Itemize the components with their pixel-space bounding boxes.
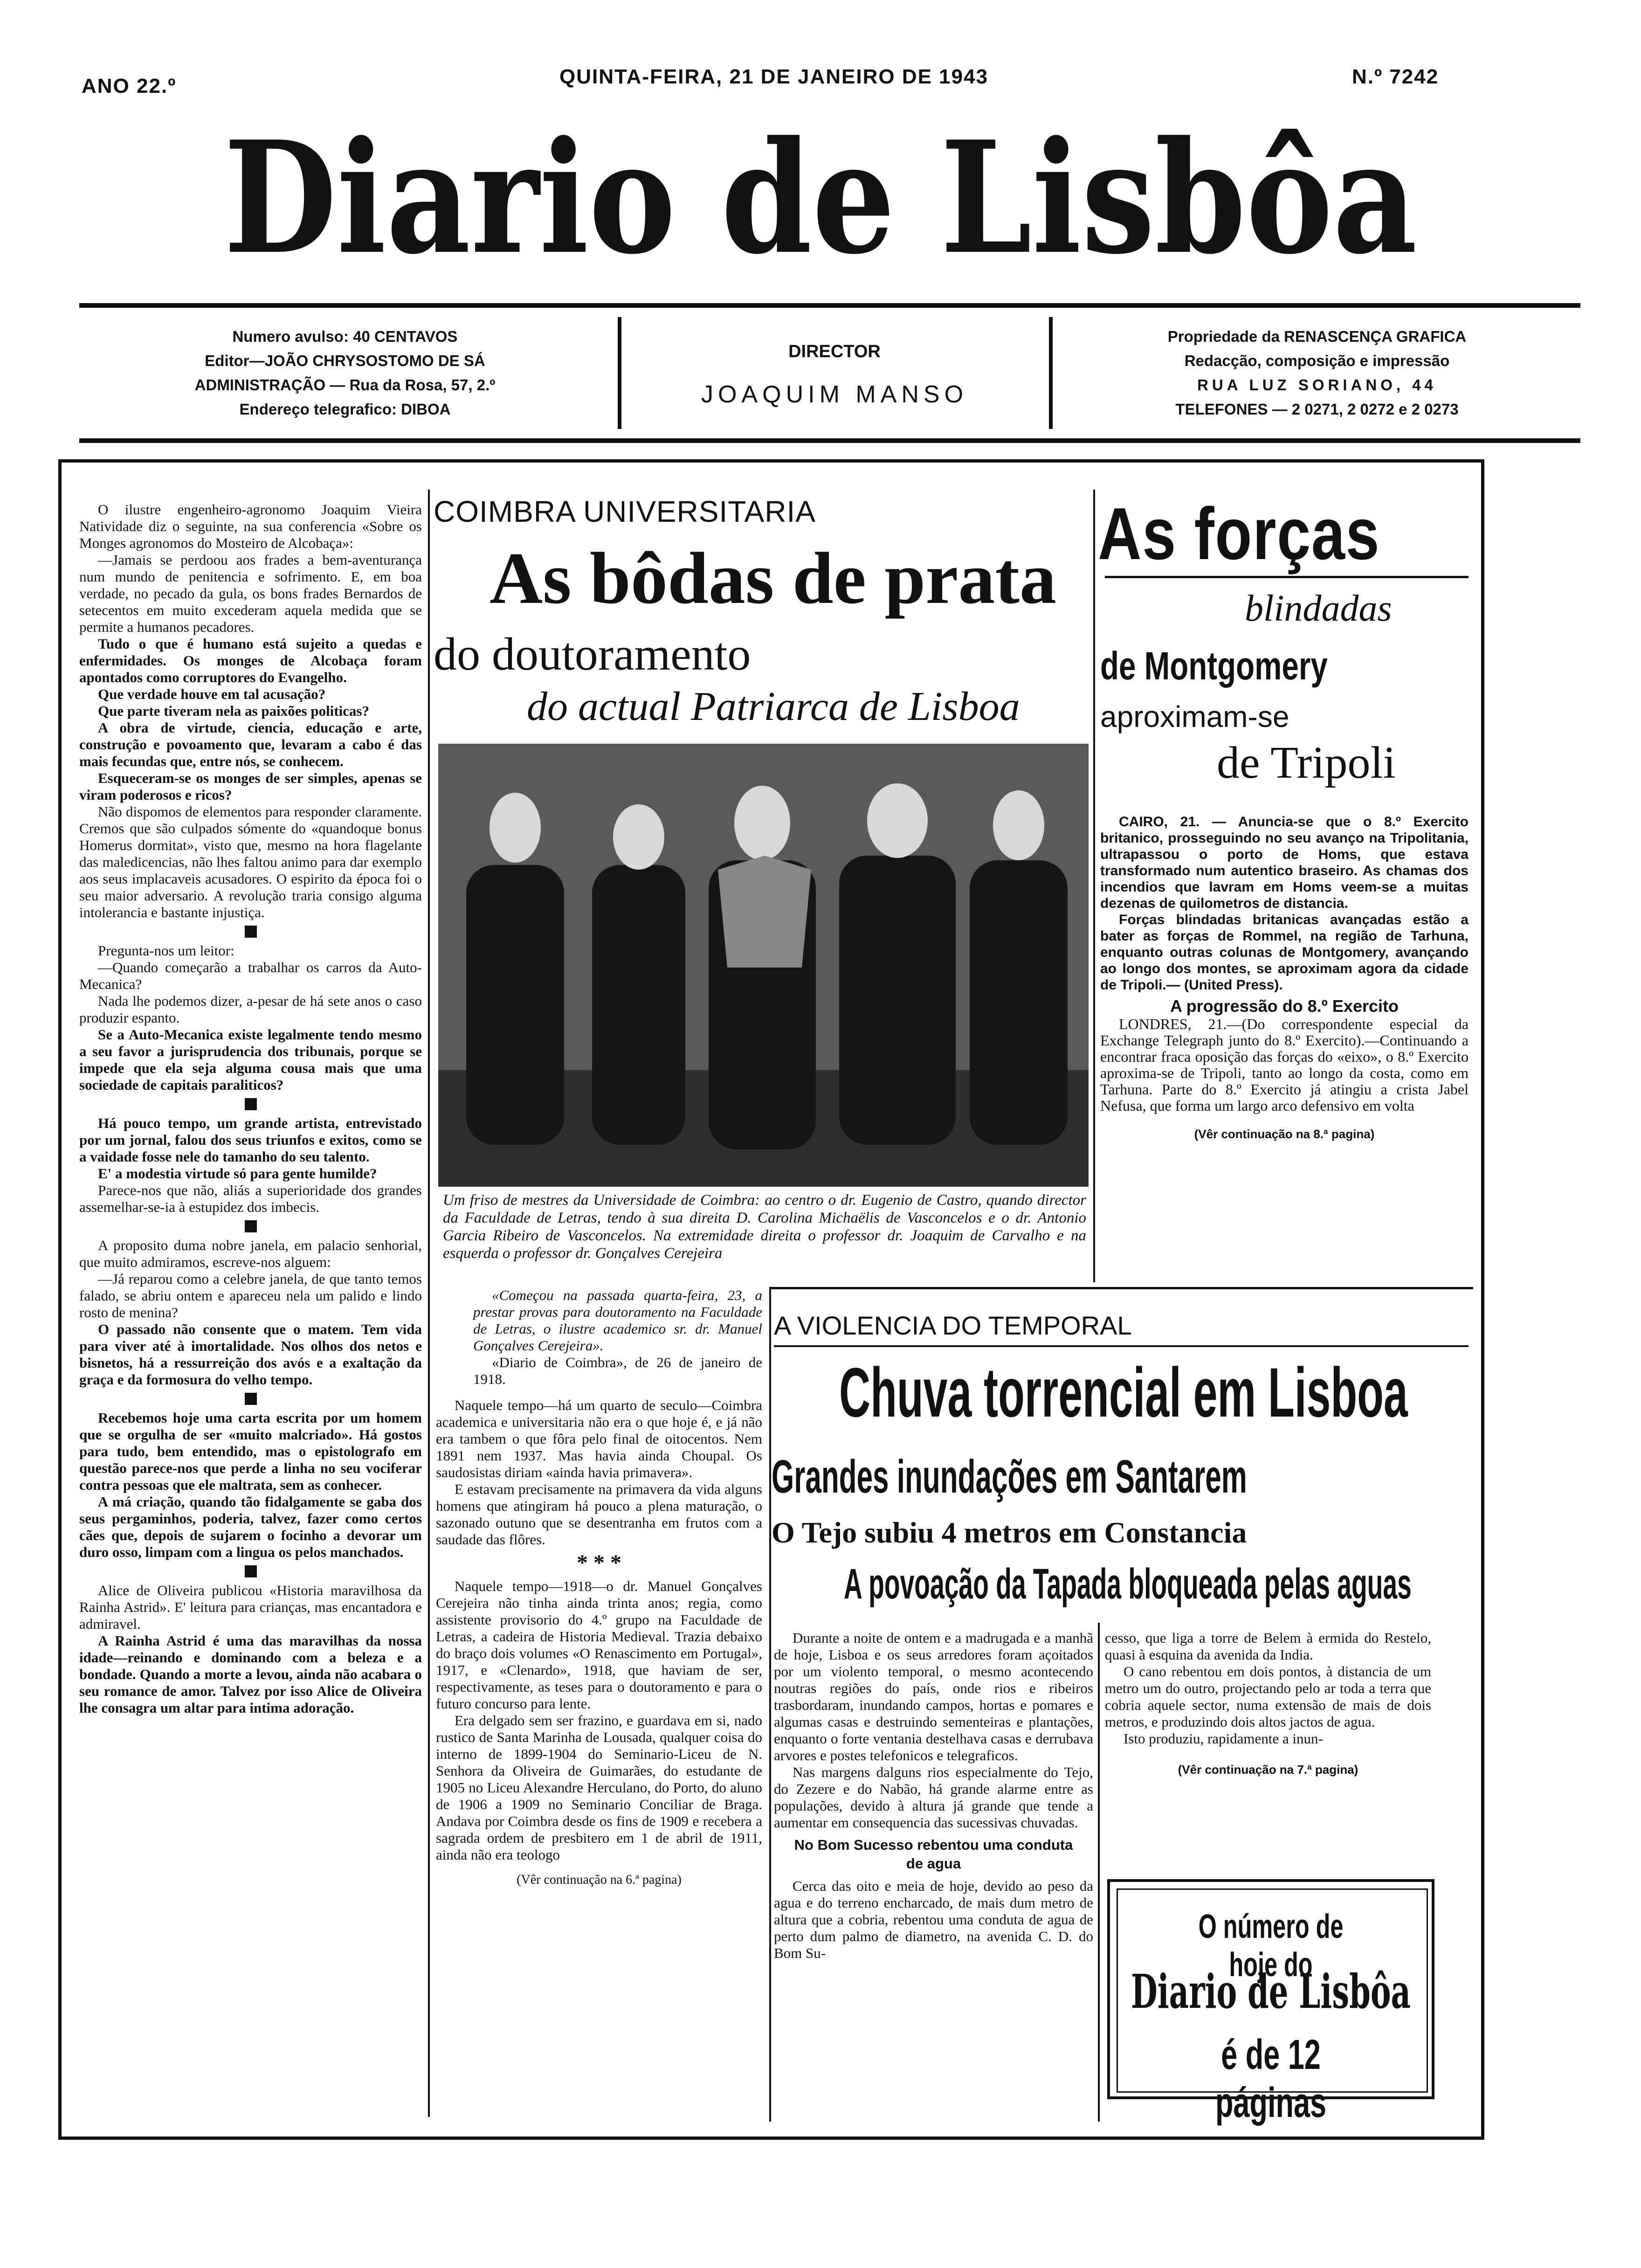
body-para: Era delgado sem ser frazino, e guardava em si, nado rustico de Santa Marinha de Lousada, qualquer coisa do interno de 1899-1904 do Seminario-Liceu de N. Senhora da Oliveira de Guimarães, do estudante de 1905 no Liceu Alexandre Herculano, do Porto, do aluno de 1906 a 1909 no Seminario Conciliar de Braga. Andava por Coimbra desde os fins de 1909 e recebera a sagrada ordem de presbitero em 1 de abril de 1911, ainda não era teologo [436,1712,762,1863]
photo-caption: Um friso de mestres da Universidade de Coimbra: ao centro o dr. Eugenio de Castro, quando director da Faculdade de Letras, tendo à sua direita D. Carolina Michaëlis de Vasconcelos e o dr. Antonio Garcia Ribeiro de Vasconcelos. Na extremidade direita o professor dr. Joaquim de Carvalho e na esquerda o professor dr. Gonçalves Cerejeira [443,1192,1086,1262]
separator-square [245,1393,257,1405]
right-sub1: blindadas [1245,588,1392,629]
quote-source: «Diario de Coimbra», de 26 de janeiro de 1918. [473,1354,762,1387]
body-para: Nas margens dalguns rios especialmente do Tejo, do Zezere e do Nabão, há grande alarme entre as populações, devido à altura já grande que tende a aumentar em consequencia das sucessivas chuvadas. [774,1764,1093,1831]
column-rule [1098,1623,1100,2122]
body-para: CAIRO, 21. — Anuncia-se que o 8.º Exercito britanico, prosseguindo no seu avanço na Tripolitania, ultrapassou o porto de Homs, que estava transformado num autentico braseiro. As chamas dos incendios que lavram em Homs veem-se a muitas dezenas de quilometros de distancia. [1100,814,1469,911]
right-headline: As forças [1098,493,1380,575]
subheadline: do doutoramento [434,628,751,680]
address-line: RUA LUZ SORIANO, 44 [1197,376,1437,394]
body-para: Naquele tempo—há um quarto de seculo—Coimbra academica e universitaria não era o que hoje é, e já não era tambem o que fôra pelo final de oitocentos. Nem 1891 nem 1937. Mas havia ainda Choupal. Os saudosistas diriam «ainda havia primavera». [436,1397,762,1480]
phones-line: TELEFONES — 2 0271, 2 0272 e 2 0273 [1175,401,1459,418]
group-photo [438,744,1089,1187]
body-para: O cano rebentou em dois pontos, à distancia de um metro um do outro, projectando pelo ar toda a terra que cobria aquele sector, numa extensão de mais de dois metros, e produzindo dois altos jactos de agua. [1105,1663,1431,1730]
center-column [436,1287,762,1888]
masthead [0,93,1641,280]
owner-line: Propriedade da RENASCENÇA GRAFICA [1167,328,1467,345]
pages-box [1107,1879,1434,2126]
divider [1049,317,1053,429]
left-para: Que verdade houve em tal acusação? [98,686,326,702]
left-para: Pregunta-nos um leitor: [98,942,234,959]
subhead: A progressão do 8.º Exercito [1170,996,1399,1016]
storm-sub1: Grandes inundações em Santarem [772,1451,1247,1503]
photo-illustration [438,744,1089,1187]
storm-kicker: A VIOLENCIA DO TEMPORAL [774,1311,1132,1340]
masthead-logo [0,93,1641,280]
admin-line: ADMINISTRAÇÃO — Rua da Rosa, 57, 2.º [194,376,496,394]
left-para: Não dispomos de elementos para responder claramente. Cremos que são culpados sómente do «quandoque bonus Homerus dormitat», visto que, mesmo na hora flagelante das maledicencias, não lhes faltou animo para dar exemplo aos seus implacaveis acusadores. O espirito da época foi o seu maior adversario. A revolução traria consigo alguma intolerancia e bastante injustiça. [79,803,422,920]
left-para: E' a modestia virtude só para gente humilde? [98,1165,377,1182]
box-line1: O número de hoje do [1198,1908,1344,1984]
body-para: Naquele tempo—1918—o dr. Manuel Gonçalves Cerejeira não tinha ainda trinta anos; regia, como assistente provisorio do 4.º grupo na Faculdade de Letras, a cadeira de Historia Medieval. Trazia debaixo do braço dois volumes «O Renascimento em Portugal», 1917, e «Clenardo», 1918, que haviam de ser, respectivamente, as teses para o doutoramento e para o futuro concurso para lente. [436,1578,762,1712]
box-masthead [1124,1957,1418,2022]
left-para: A má criação, quando tão fidalgamente se gaba dos seus pergaminhos, poderia, talvez, fazer como certos cães que, depois de sujarem o focinho a devorar um duro osso, limpam com a lingua os pelos manchados. [79,1494,422,1560]
continues-label: (Vêr continuação na 6.ª pagina) [517,1873,682,1887]
telegraph-line: Endereço telegrafico: DIBOA [239,401,451,418]
info-right [1058,308,1576,438]
left-para: A proposito duma nobre janela, em palacio senhorial, que muito admiramos, escreve-nos alguem: [79,1237,422,1270]
year-label: ANO 22.º [82,75,177,97]
svg-text:Diario de Lisbôa: Diario de Lisbôa [1131,1964,1411,2019]
quote: «Começou na passada quarta-feira, 23, a prestar provas para doutoramento na Faculdade de Letras, o ilustre academico sr. dr. Manuel Gonçalves Cerejeira». [473,1287,762,1354]
rule [1105,576,1469,578]
right-sub3: aproximam-se [1100,700,1289,733]
left-para: A obra de virtude, ciencia, educação e arte, construção e povoamento que, levaram a cabo é das mais fecundas que, entre nós, se conhecem. [79,719,422,769]
box-line3: é de 12 páginas [1215,2032,1327,2126]
issue-number: N.º 7242 [1352,65,1439,88]
body-para: Forças blindadas britanicas avançadas estão a bater as forças de Rommel, na região de Tarhuna, enquanto outras colunas de Montgomery, avançando ao longo dos montes, se aproximam agora da cidade de Tripoli.— (United Press). [1100,912,1469,993]
body-para: Cerca das oito e meia de hoje, devido ao peso da agua e do terreno encharcado, de mais dum metro de altura que a cobria, rebentou uma conduta de agua de perto dum palmo de diametro, na avenida C. D. do Bom Su- [774,1878,1093,1961]
rule [769,1287,1473,1289]
body-para: E estavam precisamente na primavera da vida alguns homens que atingiram há pouco a plena maturação, o sazonado outuno que se desentranha em frutos com a saudade das flôres. [436,1481,762,1548]
editor-line: Editor—JOÃO CHRYSOSTOMO DE SÁ [205,352,485,369]
separator-square [245,1220,257,1232]
storm-col2 [1105,1630,1431,1778]
column-rule [428,490,430,2117]
column-rule [1093,490,1095,1282]
left-para: O ilustre engenheiro-agronomo Joaquim Vieira Natividade diz o seguinte, na sua conferencia «Sobre os Monges agronomos do Mosteiro de Alcobaça»: [79,501,422,551]
masthead-title: Diario de Lisbôa [224,107,1417,280]
continues-label: (Vêr continuação na 7.ª pagina) [1178,1763,1358,1777]
date-label: QUINTA-FEIRA, 21 DE JANEIRO DE 1943 [559,65,989,88]
left-para: —Já reparou como a celebre janela, de que tanto temos falado, se abriu ontem e apareceu nela um palido e lindo rosto de menina? [79,1271,422,1321]
redaction-line: Redacção, composição e impressão [1184,352,1450,369]
left-para: Nada lhe podemos dizer, a-pesar de há sete anos o caso produzir espanto. [79,993,422,1026]
left-para: O passado não consente que o matem. Tem vida para viver até à imortalidade. Nos olhos dos netos e bisnetos, há a ressurreição dos avós e a exaltação da graça e da formosura do velho tempo. [79,1321,422,1388]
section-stars: * * * [577,1550,621,1575]
right-column [1100,814,1469,1142]
left-para: Há pouco tempo, um grande artista, entrevistado por um jornal, falou dos seus triunfos e exitos, como se a vaidade fosse nele do tamanho do seu talento. [79,1115,422,1165]
body-para: LONDRES, 21.—(Do correspondente especial da Exchange Telegraph junto do 8.º Exercito).—Continuando a encontrar fraca oposição das forças do «eixo», o 8.º Exercito aproxima-se de Tripoli, tanto ao longo da costa, como em Tarhuna. Parte do 8.º Exercito já atingiu a crista Jabel Nefusa, que forma um largo arco defensivo em volta [1100,1016,1469,1114]
separator-square [245,926,257,938]
separator-square [245,1098,257,1110]
left-para: Esqueceram-se os monges de ser simples, apenas se viram poderosos e ricos? [79,770,422,803]
info-bar [79,303,1580,443]
left-para: Parece-nos que não, aliás a superioridade dos grandes assemelhar-se-ia à estupidez dos imbecis. [79,1182,422,1215]
column-rule [769,1287,771,2122]
left-para: A Rainha Astrid é uma das maravilhas da nossa idade—reinando e dominando com a beleza e a bondade. Quando a morte a levou, ainda não acabara o seu romance de amor. Talvez por isso Alice de Oliveira lhe consagra um altar para intima adoração. [79,1632,422,1716]
left-para: —Jamais se perdoou aos frades a bem-aventurança num mundo de penitencia e sofrimento. E, em boa verdade, no pecado da gula, os bons frades Bernardos de setecentos em muito excederam aquela medida que se permite a humanos pecadores. [79,552,422,635]
left-para: Tudo o que é humano está sujeito a quedas e enfermidades. Os monges de Alcobaça foram apontados como corruptores do Evangelho. [79,636,422,685]
director-name: JOAQUIM MANSO [701,381,968,408]
body-para: cesso, que liga a torre de Belem à ermida do Restelo, quasi à esquina da avenida da India. [1105,1630,1431,1663]
divider [618,317,621,429]
info-center [625,308,1044,438]
right-sub2: de Montgomery [1100,644,1328,688]
subhead: No Bom Sucesso rebentou uma conduta de agua [794,1837,1073,1872]
left-para: Alice de Oliveira publicou «Historia maravilhosa da Rainha Astrid». E' leitura para crianças, mas encantadora e admiravel. [79,1582,422,1632]
kicker: COIMBRA UNIVERSITARIA [434,495,816,528]
storm-sub2: O Tejo subiu 4 metros em Constancia [772,1516,1247,1549]
storm-col1 [774,1630,1093,1962]
left-para: Que parte tiveram nela as paixões politicas? [98,703,370,719]
price-line: Numero avulso: 40 CENTAVOS [232,328,458,345]
subheadline-italic: do actual Patriarca de Lisboa [527,684,1020,729]
info-left [93,308,597,438]
separator-square [245,1565,257,1577]
headline: As bôdas de prata [490,538,1056,619]
left-column [79,501,422,1716]
right-sub4: de Tripoli [1217,738,1396,788]
rule [774,1345,1469,1347]
storm-sub3: A povoação da Tapada bloqueada pelas aguas [844,1560,1412,1608]
storm-headline: Chuva torrencial em Lisboa [839,1353,1408,1431]
left-para: Se a Auto-Mecanica existe legalmente tendo mesmo a seu favor a jurisprudencia dos tribunais, porque se impede que ela seja alguma cousa mais que uma sociedade de capitais paraliticos? [79,1026,422,1093]
body-para: Isto produziu, rapidamente a inun- [1124,1730,1323,1747]
continues-label: (Vêr continuação na 8.ª pagina) [1194,1127,1375,1141]
left-para: Recebemos hoje uma carta escrita por um homem que se orgulha de ser «muito malcriado». Há gostos para tudo, bem entendido, mas o epistolografo em questão parece-nos que perde a linha no seu vociferar contra pessoas que ele maltrata, sem as conhecer. [79,1410,422,1493]
left-para: —Quando começarão a trabalhar os carros da Auto-Mecanica? [79,959,422,992]
director-label: DIRECTOR [788,342,881,361]
body-para: Durante a noite de ontem e a madrugada e a manhã de hoje, Lisboa e os seus arredores foram açoitados por um violento temporal, o mesmo acontecendo noutras regiões do país, onde rios e ribeiros trasbordaram, inundando campos, hortas e pomares e algumas casas e destruindo sementeiras e plantações, enquanto o forte ventania destelhava casas e derrubava arvores e postes telefonicos e telegraficos. [774,1630,1093,1763]
